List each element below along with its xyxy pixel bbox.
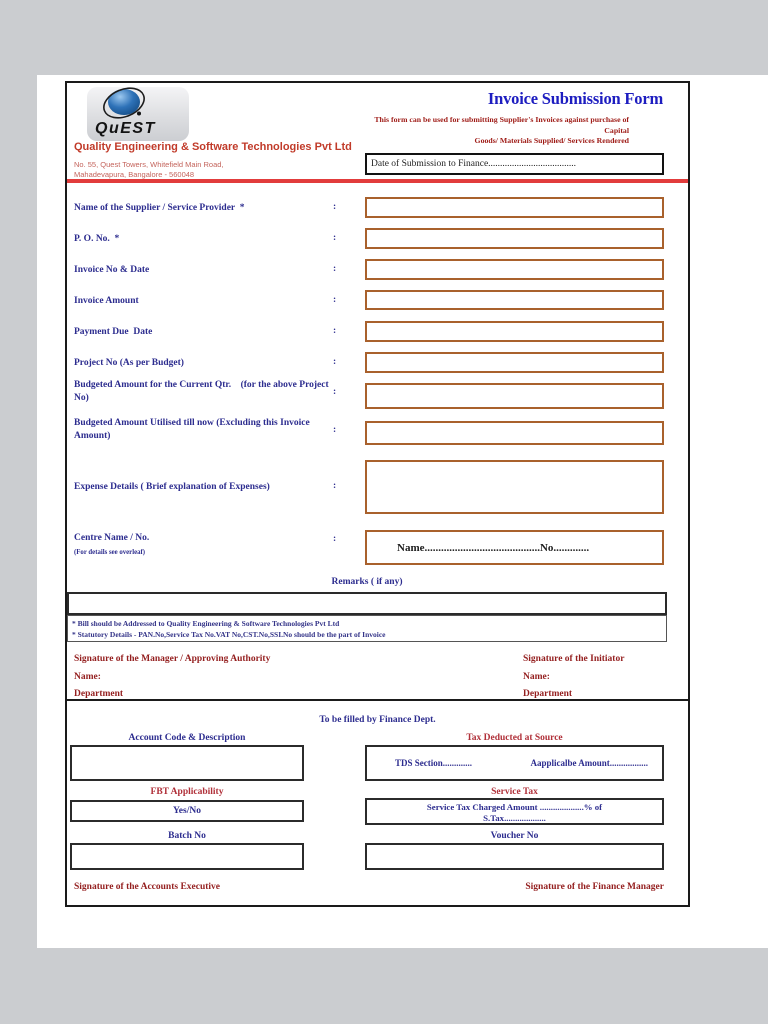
form-subtitle-line1: This form can be used for submitting Supplier's Invoices against purchase of Capital (374, 115, 629, 135)
colon-invoice-amount: : (333, 295, 337, 305)
input-box-centre-name[interactable] (365, 530, 664, 565)
input-box-budget-utilised[interactable] (365, 421, 664, 445)
input-box-budget-current-qtr[interactable] (365, 383, 664, 409)
quest-logo-text: QuEST (95, 120, 156, 137)
form-subtitle-line2: Goods/ Materials Supplied/ Services Rendered (474, 136, 629, 145)
initiator-name-label: Name: (523, 672, 550, 682)
input-box-invoice-amount[interactable] (365, 290, 664, 310)
input-box-po-no[interactable] (365, 228, 664, 249)
company-address-line2: Mahadevapura, Bangalore - 560048 (74, 170, 195, 179)
footnotes-box (67, 615, 667, 642)
manager-signature-label: Signature of the Manager / Approving Authority (74, 654, 271, 664)
field-label-supplier-name: Name of the Supplier / Service Provider * (74, 203, 245, 213)
company-address (74, 160, 224, 180)
quest-logo (87, 87, 189, 141)
tds-input-box[interactable] (365, 745, 664, 781)
form-title: Invoice Submission Form (487, 89, 663, 108)
field-sublabel-centre-name: (For details see overleaf) (74, 549, 146, 556)
batch-no-header: Batch No (168, 831, 206, 841)
remarks-heading: Remarks ( if any) (331, 577, 403, 587)
service-tax-charged-line2: S.Tax................... (483, 813, 546, 823)
input-box-invoice-no-date[interactable] (365, 259, 664, 280)
date-of-submission-field[interactable] (365, 153, 664, 175)
field-label-payment-due-date: Payment Due Date (74, 327, 153, 337)
invoice-submission-form (65, 81, 690, 907)
initiator-signature-label: Signature of the Initiator (523, 654, 625, 664)
form-subtitle (367, 115, 629, 147)
account-code-input-box[interactable] (70, 745, 304, 781)
voucher-no-header: Voucher No (490, 831, 539, 841)
accounts-executive-signature-label: Signature of the Accounts Executive (74, 882, 221, 892)
fbt-yes-no-label: Yes/No (173, 806, 201, 816)
initiator-department-label: Department (523, 689, 573, 699)
footnote-statutory-details: * Statutory Details - PAN.No,Service Tax No.VAT No,CST.No,SSI.No should be the part of Invoice (72, 630, 386, 639)
colon-supplier-name: : (333, 202, 337, 212)
manager-name-label: Name: (74, 672, 101, 682)
tds-section-label: TDS Section............. (395, 758, 473, 768)
input-box-project-no[interactable] (365, 352, 664, 373)
tds-header: Tax Deducted at Source (466, 733, 563, 743)
centre-name-no-hint: Name..........................................No............. (397, 542, 590, 554)
footnote-bill-address: * Bill should be Addressed to Quality Engineering & Software Technologies Pvt Ltd (72, 619, 340, 628)
voucher-no-input-box[interactable] (365, 843, 664, 870)
colon-centre-name: : (333, 534, 337, 544)
red-divider-line (67, 179, 688, 183)
colon-invoice-no-date: : (333, 264, 337, 274)
input-box-supplier-name[interactable] (365, 197, 664, 218)
field-label-invoice-amount: Invoice Amount (74, 296, 139, 306)
account-code-header: Account Code & Description (128, 733, 246, 743)
field-label-expense-details: Expense Details ( Brief explanation of Expenses) (74, 482, 270, 492)
fbt-applicability-header: FBT Applicability (150, 787, 224, 797)
colon-po-no: : (333, 233, 337, 243)
batch-no-input-box[interactable] (70, 843, 304, 870)
remarks-input-box[interactable] (67, 592, 667, 615)
colon-budget-current-qtr: : (333, 387, 337, 397)
company-address-line1: No. 55, Quest Towers, Whitefield Main Road, (74, 160, 224, 169)
fbt-yes-no-box[interactable] (70, 800, 304, 822)
tds-applicable-amount-label: Aapplicalbe Amount................. (530, 758, 648, 768)
document-page (37, 75, 768, 948)
field-label-centre-name: Centre Name / No. (74, 533, 150, 543)
finance-manager-signature-label: Signature of the Finance Manager (525, 882, 664, 892)
field-label-invoice-no-date: Invoice No & Date (74, 265, 150, 275)
field-label-po-no: P. O. No. * (74, 234, 120, 244)
field-label-project-no: Project No (As per Budget) (74, 358, 184, 368)
service-tax-charged-line1: Service Tax Charged Amount ....................% of (426, 802, 603, 812)
finance-section-title: To be filled by Finance Dept. (319, 715, 436, 725)
colon-project-no: : (333, 357, 337, 367)
section-divider-line (67, 699, 688, 701)
colon-budget-utilised: : (333, 425, 337, 435)
input-box-payment-due-date[interactable] (365, 321, 664, 342)
company-name: Quality Engineering & Software Technologies Pvt Ltd (74, 141, 352, 153)
colon-expense-details: : (333, 481, 337, 491)
service-tax-header: Service Tax (491, 787, 538, 797)
colon-payment-due-date: : (333, 326, 337, 336)
field-label-budget-current-qtr: Budgeted Amount for the Current Qtr. (for the above Project No) (74, 380, 331, 403)
input-box-expense-details[interactable] (365, 460, 664, 514)
service-tax-input-box[interactable] (365, 798, 664, 825)
field-label-budget-utilised: Budgeted Amount Utilised till now (Excluding this Invoice Amount) (74, 418, 312, 441)
manager-department-label: Department (74, 689, 124, 699)
date-of-submission-label: Date of Submission to Finance..................................... (371, 159, 577, 169)
